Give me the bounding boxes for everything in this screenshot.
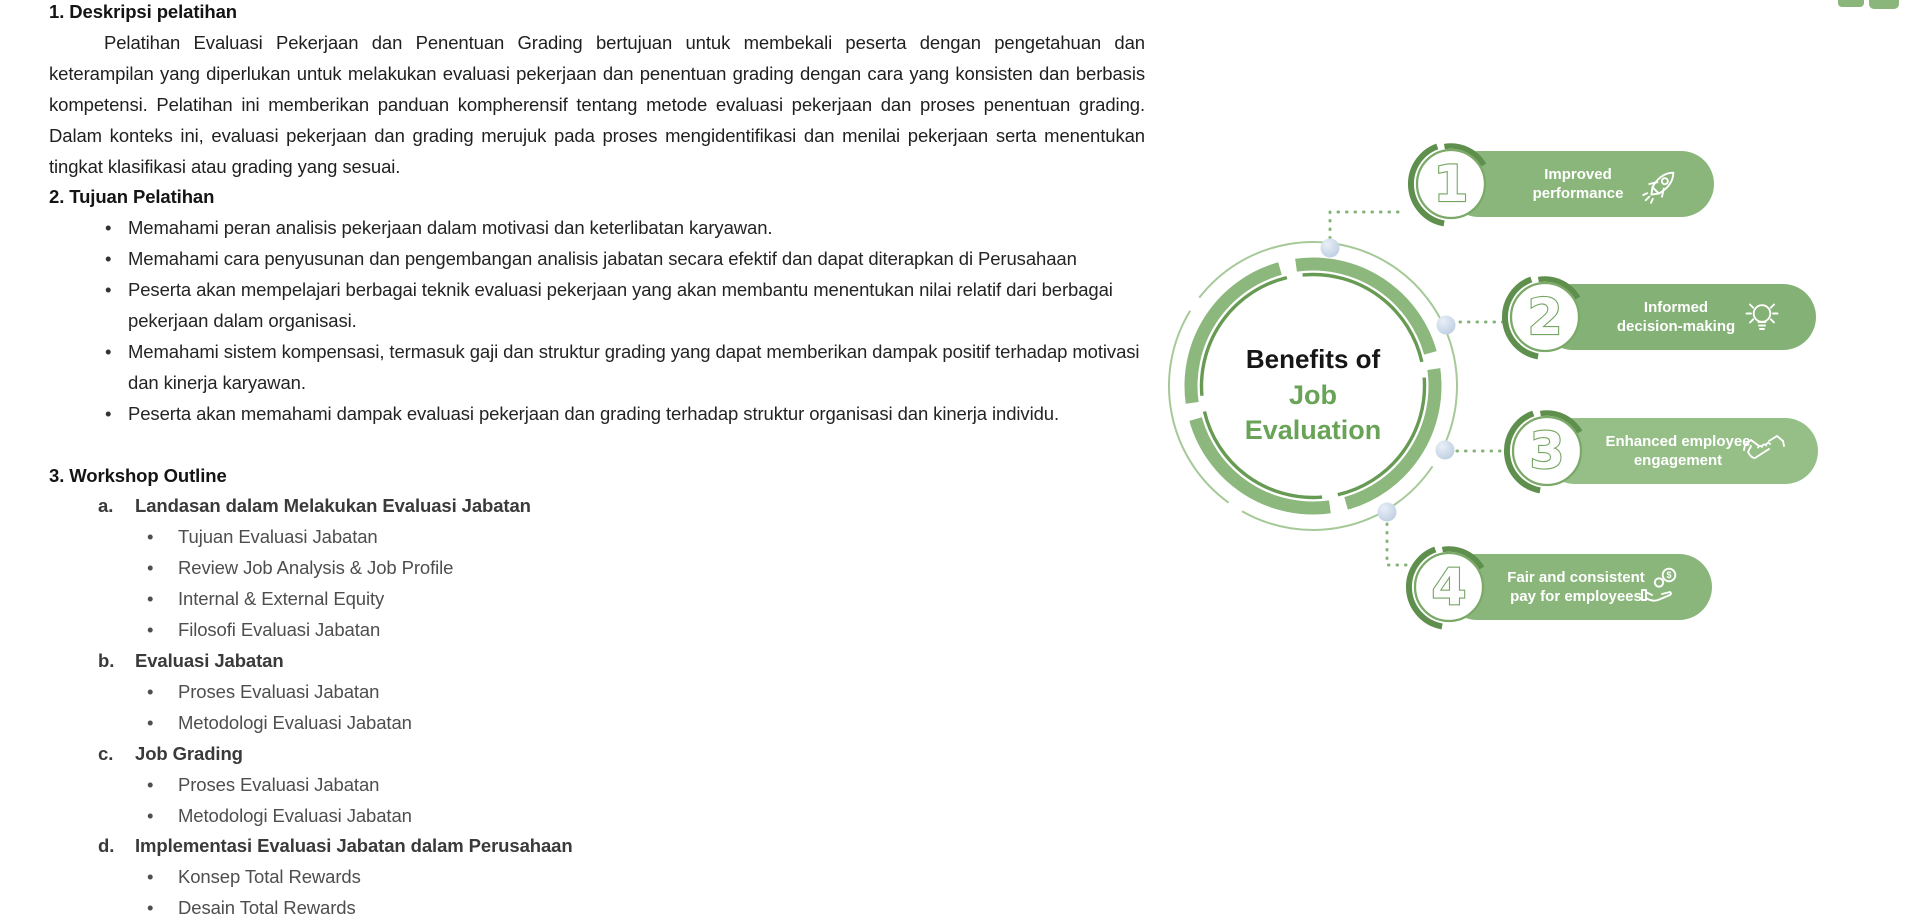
outline-sub-item <box>49 862 1145 893</box>
outline-sub-text: Metodologi Evaluasi Jabatan <box>178 804 412 826</box>
objective-item <box>49 244 1145 275</box>
outline-letter: a. <box>98 495 114 517</box>
document-body <box>49 0 1145 924</box>
outline-item-b <box>49 646 1145 677</box>
green-fragment <box>1838 0 1864 7</box>
bullet-marker: • <box>147 680 154 702</box>
benefit-label: Improved <box>1544 166 1612 183</box>
benefit-number: 2 <box>1527 288 1563 346</box>
outline-title: Evaluasi Jabatan <box>135 650 284 672</box>
objective-item <box>49 399 1145 430</box>
outline-sub-text: Konsep Total Rewards <box>178 866 361 888</box>
benefit-label: engagement <box>1633 452 1723 469</box>
bullet-marker: • <box>105 248 112 270</box>
objective-text: Peserta akan memahami dampak evaluasi pekerjaan dan grading terhadap struktur organisasi dan kinerja individu. <box>128 402 1059 424</box>
outline-sub-item <box>49 553 1145 584</box>
outline-letter: d. <box>98 835 115 857</box>
dollar-symbol: $ <box>1666 570 1672 580</box>
node-dot <box>1321 239 1340 258</box>
node-dot <box>1436 441 1455 460</box>
objective-text: Memahami cara penyusunan dan pengembangan analisis jabatan secara efektif dan dapat diterapkan di Perusahaan <box>128 248 1077 270</box>
objective-item <box>49 275 1145 337</box>
objective-text: Peserta akan mempelajari berbagai teknik evaluasi pekerjaan yang akan membantu menentukan nilai relatif dari berbagai pekerjaan dalam organisasi. <box>128 279 1113 332</box>
benefit-label: decision-making <box>1616 318 1736 335</box>
outline-sub-text: Internal & External Equity <box>178 588 385 610</box>
outline-sub-text: Proses Evaluasi Jabatan <box>178 773 380 795</box>
objective-item <box>49 213 1145 244</box>
benefits-of-job-evaluation-diagram <box>1150 120 1850 665</box>
outline-item-d <box>49 831 1145 862</box>
bullet-marker: • <box>147 588 154 610</box>
benefit-pill-4 <box>1409 549 1712 626</box>
objective-item <box>49 337 1145 399</box>
benefit-pill-1 <box>1411 146 1714 223</box>
outline-sub-item <box>49 801 1145 832</box>
outline-sub-item <box>49 522 1145 553</box>
bullet-marker: • <box>147 557 154 579</box>
outline-sub-text: Metodologi Evaluasi Jabatan <box>178 711 412 733</box>
diagram-title-line2: Job <box>1288 380 1338 410</box>
benefit-label: Fair and consistent <box>1507 569 1645 586</box>
section-heading-tujuan: 2. Tujuan Pelatihan <box>49 186 215 208</box>
node-dot <box>1378 503 1397 522</box>
section-heading-deskripsi: 1. Deskripsi pelatihan <box>49 1 238 22</box>
bullet-marker: • <box>105 217 112 239</box>
outline-title: Landasan dalam Melakukan Evaluasi Jabatan <box>135 495 531 517</box>
bullet-marker: • <box>147 897 154 919</box>
diagram-title-line3: Evaluation <box>1244 415 1382 445</box>
outline-title: Job Grading <box>135 742 243 764</box>
outline-sub-item <box>49 708 1145 739</box>
benefit-pill-2 <box>1505 279 1816 356</box>
objective-text: Memahami peran analisis pekerjaan dalam motivasi dan keterlibatan karyawan. <box>128 217 773 239</box>
benefit-number: 3 <box>1529 422 1565 480</box>
outline-title: Implementasi Evaluasi Jabatan dalam Perusahaan <box>135 835 573 857</box>
outline-letter: c. <box>98 742 114 764</box>
benefit-label: performance <box>1532 185 1624 202</box>
benefit-number: 1 <box>1433 155 1469 213</box>
bullet-marker: • <box>147 804 154 826</box>
bullet-marker: • <box>105 402 112 424</box>
benefit-label: pay for employees <box>1510 588 1642 605</box>
section-heading-outline: 3. Workshop Outline <box>49 464 227 486</box>
benefits-diagram-svg <box>1150 120 1850 660</box>
bullet-marker: • <box>147 526 154 548</box>
outline-item-c <box>49 739 1145 770</box>
bullet-marker: • <box>147 711 154 733</box>
benefit-label: Enhanced employee <box>1605 433 1751 450</box>
connector-dotted-line <box>1330 212 1400 238</box>
outline-sub-text: Filosofi Evaluasi Jabatan <box>178 619 381 641</box>
bullet-marker: • <box>147 773 154 795</box>
outline-sub-item <box>49 677 1145 708</box>
outline-sub-item <box>49 584 1145 615</box>
description-paragraph: Pelatihan Evaluasi Pekerjaan dan Penentuan Grading bertujuan untuk membekali peserta dengan pengetahuan dan keterampilan yang diperlukan untuk melakukan evaluasi pekerjaan dan penentuan grading dengan cara yang konsisten dan berbasis kompetensi. Pelatihan ini memberikan panduan kompherensif tentang metode evaluasi pekerjaan dan proses penentuan grading. Dalam konteks ini, evaluasi pekerjaan dan grading merujuk pada proses mengidentifikasi dan menilai pekerjaan serta menentukan tingkat klasifikasi atau grading yang sesuai. <box>49 31 1145 177</box>
bullet-marker: • <box>105 340 112 362</box>
bullet-marker: • <box>105 279 112 301</box>
green-fragment <box>1869 0 1899 9</box>
benefit-pill-3 <box>1507 413 1818 490</box>
benefit-number: 4 <box>1431 558 1467 616</box>
outline-sub-text: Tujuan Evaluasi Jabatan <box>178 526 378 548</box>
outline-letter: b. <box>98 650 115 672</box>
benefit-label: Informed <box>1643 299 1709 316</box>
bullet-marker: • <box>147 866 154 888</box>
outline-sub-item <box>49 615 1145 646</box>
node-dot <box>1437 316 1456 335</box>
diagram-title-line1: Benefits of <box>1245 344 1381 374</box>
objective-text: Memahami sistem kompensasi, termasuk gaji dan struktur grading yang dapat memberikan dampak positif terhadap motivasi dan kinerja karyawan. <box>128 340 1140 393</box>
outline-sub-item <box>49 770 1145 801</box>
bullet-marker: • <box>147 619 154 641</box>
outline-sub-text: Proses Evaluasi Jabatan <box>178 680 380 702</box>
connector-dotted-line <box>1387 524 1406 565</box>
outline-item-a <box>49 491 1145 522</box>
outline-sub-text: Review Job Analysis & Job Profile <box>178 557 454 579</box>
outline-sub-text: Desain Total Rewards <box>178 897 356 919</box>
outline-sub-item <box>49 893 1145 924</box>
